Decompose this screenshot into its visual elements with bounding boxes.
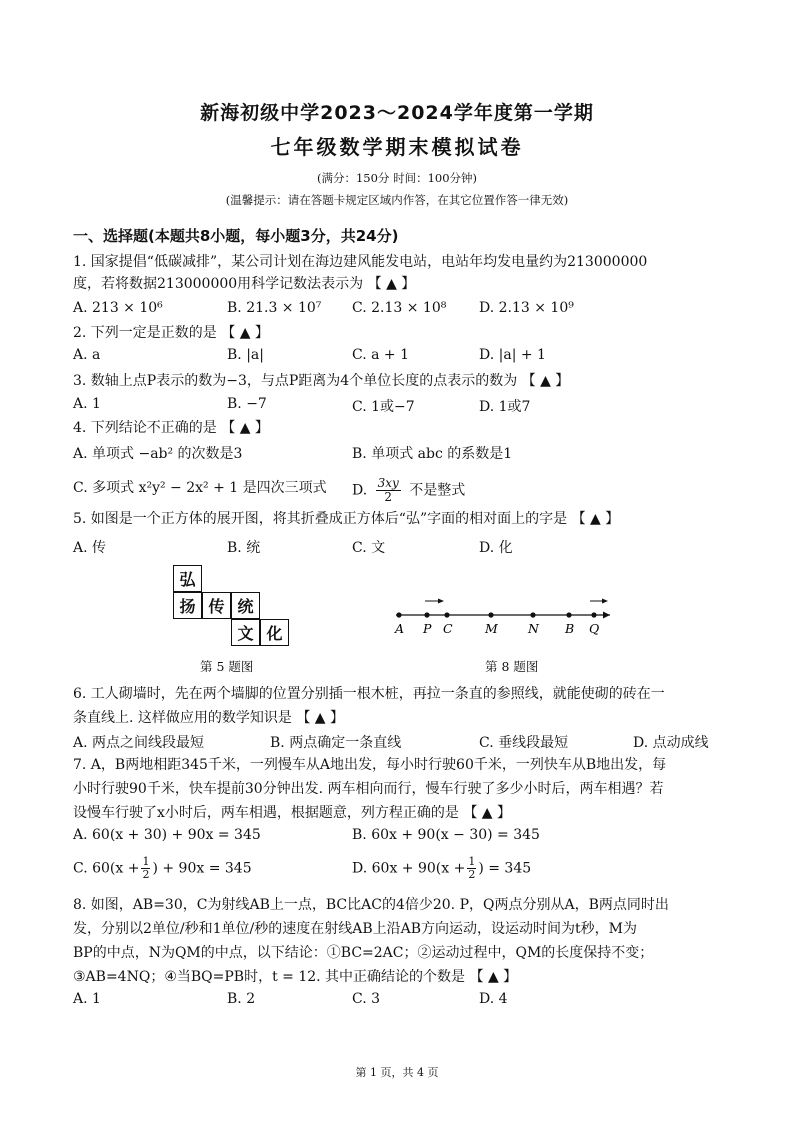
q1-option-c: C. 2.13 × 10⁸ [352, 300, 447, 316]
point-label-p: P [423, 621, 432, 636]
point-b-dot [566, 612, 571, 617]
q7-line3: 设慢车行驶了x小时后，两车相遇，根据题意，列方程正确的是 【 ▲ 】 [73, 805, 512, 821]
q6-line1: 6. 工人砌墙时，先在两个墙脚的位置分别插一根木桩，再拉一条直的参照线，就能使砌的砖在一 [73, 686, 665, 702]
figure-8-ray-diagram [388, 595, 618, 640]
net-cell-hua: 化 [260, 619, 289, 646]
q1-option-b: B. 21.3 × 10⁷ [227, 300, 322, 316]
point-q-dot [591, 612, 596, 617]
q7-line2: 小时行驶90千米，快车提前30分钟出发. 两车相向而行，慢车行驶了多少小时后，两车相遇？若 [73, 781, 664, 797]
q7-c-numerator: 1 [142, 855, 150, 868]
ray-end-arrow [603, 612, 610, 619]
q7-option-c [73, 856, 252, 881]
q5-line1: 5. 如图是一个正方体的展开图，将其折叠成正方体后“弘”字面的相对面上的字是 【 ▲ 】 [73, 511, 620, 527]
q8-option-c: C. 3 [352, 991, 381, 1007]
exam-tip: (温馨提示：请在答题卡规定区域内作答，在其它位置作答一律无效) [225, 193, 569, 207]
q7-option-d [352, 856, 531, 881]
q7-c-denominator: 2 [142, 868, 150, 881]
q4-option-d-label: D. [352, 482, 368, 499]
q4-option-d-fraction [376, 477, 401, 504]
point-a-dot [396, 612, 401, 617]
q2-option-c: C. a + 1 [352, 347, 409, 363]
q-motion-arrow [590, 599, 608, 604]
q7-option-a: A. 60(x + 30) + 90x = 345 [73, 827, 261, 843]
figure-5-caption: 第 5 题图 [200, 659, 254, 674]
point-label-n: N [528, 621, 539, 636]
q5-option-d: D. 化 [479, 540, 513, 556]
point-label-b: B [565, 621, 575, 636]
exam-subtitle: 七年级数学期末模拟试卷 [270, 135, 524, 159]
q1-line2: 度，若将数据213000000用科学记数法表示为 【 ▲ 】 [73, 276, 416, 292]
q7-option-b: B. 60x + 90(x − 30) = 345 [352, 827, 540, 843]
q2-line1: 2. 下列一定是正数的是 【 ▲ 】 [73, 325, 269, 341]
q2-option-a: A. a [73, 347, 101, 363]
q3-line1: 3. 数轴上点P表示的数为−3，与点P距离为4个单位长度的点表示的数为 【 ▲ 】 [73, 373, 570, 389]
q7-line1: 7. A，B两地相距345千米，一列慢车从A地出发，每小时行驶60千米，一列快车从B地出发，每 [73, 757, 667, 773]
q6-line2: 条直线上. 这样做应用的数学知识是 【 ▲ 】 [73, 710, 345, 726]
q3-option-a: A. 1 [73, 396, 101, 412]
net-cell-hong: 弘 [173, 565, 202, 592]
q2-option-b: B. |a| [227, 347, 264, 363]
q5-option-a: A. 传 [73, 540, 107, 556]
point-label-c: C [443, 621, 453, 636]
q4-option-d [352, 477, 465, 504]
q5-option-c: C. 文 [352, 540, 386, 556]
q7-c-fraction [141, 856, 150, 881]
q7-d-fraction [467, 856, 476, 881]
p-motion-arrow [425, 599, 444, 604]
q1-option-a: A. 213 × 10⁶ [73, 300, 163, 316]
q8-line1: 8. 如图，AB=30，C为射线AB上一点，BC比AC的4倍少20. P，Q两点分别从A，B两点同时出 [73, 897, 669, 913]
q7-d-denominator: 2 [468, 868, 476, 881]
q4-option-c: C. 多项式 x²y² − 2x² + 1 是四次三项式 [73, 480, 327, 496]
q4-option-a: A. 单项式 −ab² 的次数是3 [73, 446, 243, 462]
q4-line1: 4. 下列结论不正确的是 【 ▲ 】 [73, 420, 269, 436]
q8-option-b: B. 2 [227, 991, 256, 1007]
q4-option-b: B. 单项式 abc 的系数是1 [352, 446, 513, 462]
q3-option-b: B. −7 [227, 396, 267, 412]
q8-option-a: A. 1 [73, 991, 101, 1007]
point-label-q: Q [589, 621, 600, 636]
q8-line2: 发，分别以2单位/秒和1单位/秒的速度在射线AB上沿AB方向运动，设运动时间为t秒，M为 [73, 921, 638, 937]
exam-info: (满分：150分 时间：100分钟) [316, 171, 478, 185]
figure-8-caption: 第 8 题图 [485, 659, 539, 674]
net-cell-tong: 统 [231, 592, 260, 619]
q7-c-post: ) + 90x = 345 [152, 860, 252, 877]
q5-option-b: B. 统 [227, 540, 261, 556]
q7-d-post: ) = 345 [478, 860, 532, 877]
q4-fraction-numerator: 3xy [377, 476, 399, 490]
q7-d-numerator: 1 [468, 855, 476, 868]
q4-fraction-denominator: 2 [384, 490, 393, 504]
exam-title: 新海初级中学2023～2024学年度第一学期 [200, 102, 594, 124]
q6-option-b: B. 两点确定一条直线 [270, 735, 402, 751]
q7-c-pre: C. 60(x + [73, 860, 140, 877]
page-footer: 第 1 页，共 4 页 [355, 1066, 439, 1079]
q1-option-d: D. 2.13 × 10⁹ [479, 300, 574, 316]
q8-line3: BP的中点，N为QM的中点，以下结论：①BC=2AC；②运动过程中，QM的长度保持不变； [73, 945, 654, 961]
q2-option-d: D. |a| + 1 [479, 347, 546, 363]
q1-line1: 1. 国家提倡“低碳减排”，某公司计划在海边建风能发电站，电站年均发电量约为213000000 [73, 254, 648, 270]
q4-option-d-text: 不是整式 [409, 482, 466, 499]
section-heading: 一、选择题(本题共8小题，每小题3分，共24分) [73, 227, 399, 245]
net-cell-yang: 扬 [173, 592, 202, 619]
point-m-dot [488, 612, 493, 617]
q3-option-d: D. 1或7 [479, 399, 531, 415]
point-label-a: A [395, 621, 405, 636]
point-n-dot [530, 612, 535, 617]
net-cell-chuan: 传 [202, 592, 231, 619]
q8-option-d: D. 4 [479, 991, 508, 1007]
net-cell-wen: 文 [231, 619, 260, 646]
q3-option-c: C. 1或−7 [352, 399, 415, 415]
point-label-m: M [485, 621, 498, 636]
q6-option-c: C. 垂线段最短 [479, 735, 569, 751]
q6-option-d: D. 点动成线 [633, 735, 709, 751]
point-c-dot [444, 612, 449, 617]
q7-d-pre: D. 60x + 90(x + [352, 860, 466, 877]
q6-option-a: A. 两点之间线段最短 [73, 735, 205, 751]
q8-line4: ③AB=4NQ；④当BQ=PB时，t = 12. 其中正确结论的个数是 【 ▲ 】 [73, 969, 518, 985]
point-p-dot [424, 612, 429, 617]
